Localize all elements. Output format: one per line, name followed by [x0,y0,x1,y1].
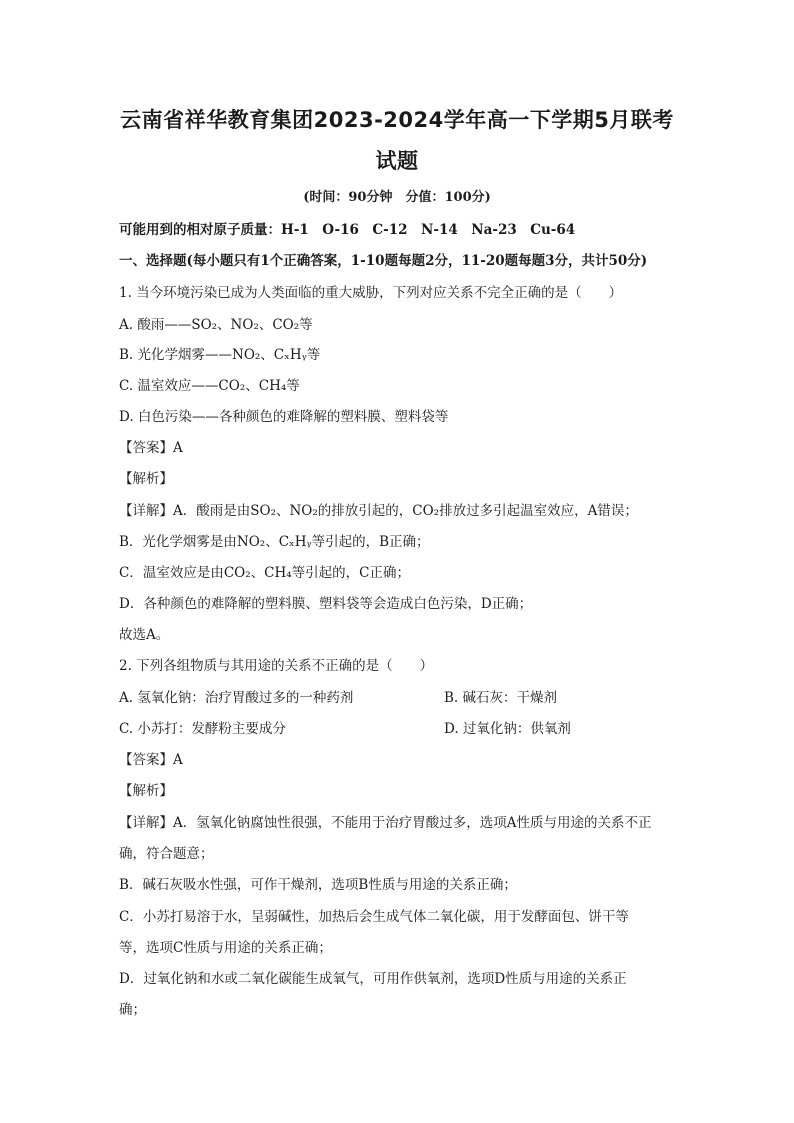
question-2-detail-2: B．碱石灰吸水性强，可作干燥剂，选项B性质与用途的关系正确； [119,877,517,893]
section-heading: 一、选择题(每小题只有1个正确答案，1-10题每题2分，11-20题每题3分，共计50分) [119,253,648,269]
question-1-conclusion: 故选A。 [119,627,170,643]
page-title: 云南省祥华教育集团2023-2024学年高一下学期5月联考 [120,108,674,132]
question-2-analysis-label: 【解析】 [119,783,173,799]
question-2-option-c: C. 小苏打：发酵粉主要成分 [119,721,286,737]
question-2-detail-1b: 确，符合题意； [119,846,214,862]
question-1-option-d: D. 白色污染——各种颜色的难降解的塑料膜、塑料袋等 [119,409,449,425]
question-2-stem: 2. 下列各组物质与其用途的关系不正确的是（ ） [119,658,434,674]
page-title-line2: 试题 [375,149,419,173]
question-1-detail-2: B．光化学烟雾是由NO₂、CₓHᵧ等引起的，B正确； [119,534,430,550]
question-1-option-b: B. 光化学烟雾——NO₂、CₓHᵧ等 [119,347,321,363]
question-1-detail-3: C．温室效应是由CO₂、CH₄等引起的，C正确； [119,565,410,581]
question-2-detail-3b: 等，选项C性质与用途的关系正确； [119,940,332,956]
question-1-detail-4: D．各种颜色的难降解的塑料膜、塑料袋等会造成白色污染，D正确； [119,596,533,612]
question-1-answer: 【答案】A [119,440,183,456]
question-2-option-a: A. 氢氧化钠：治疗胃酸过多的一种药剂 [119,690,354,706]
question-1-analysis-label: 【解析】 [119,471,173,487]
question-2-detail-4a: D．过氧化钠和水或二氧化碳能生成氧气，可用作供氧剂，选项D性质与用途的关系正 [119,971,627,987]
question-2-answer: 【答案】A [119,752,183,768]
question-1-option-a: A. 酸雨——SO₂、NO₂、CO₂等 [119,317,313,333]
question-1-option-c: C. 温室效应——CO₂、CH₄等 [119,378,300,394]
question-2-option-d: D. 过氧化钠：供氧剂 [444,721,571,737]
question-2-detail-4b: 确； [119,1002,146,1018]
question-1-stem: 1. 当今环境污染已成为人类面临的重大威胁，下列对应关系不完全正确的是（ ） [119,285,623,301]
question-2-detail-1a: 【详解】A．氢氧化钠腐蚀性很强，不能用于治疗胃酸过多，选项A性质与用途的关系不正 [119,815,652,831]
question-2-option-b: B. 碱石灰：干燥剂 [444,690,558,706]
exam-meta: (时间：90分钟 分值：100分) [303,190,491,205]
atomic-masses: 可能用到的相对原子质量：H-1 O-16 C-12 N-14 Na-23 Cu-64 [119,222,576,238]
question-1-detail-1: 【详解】A．酸雨是由SO₂、NO₂的排放引起的，CO₂排放过多引起温室效应，A错误； [119,503,638,519]
question-2-detail-3a: C．小苏打易溶于水，呈弱碱性，加热后会生成气体二氧化碳，用于发酵面包、饼干等 [119,909,629,925]
